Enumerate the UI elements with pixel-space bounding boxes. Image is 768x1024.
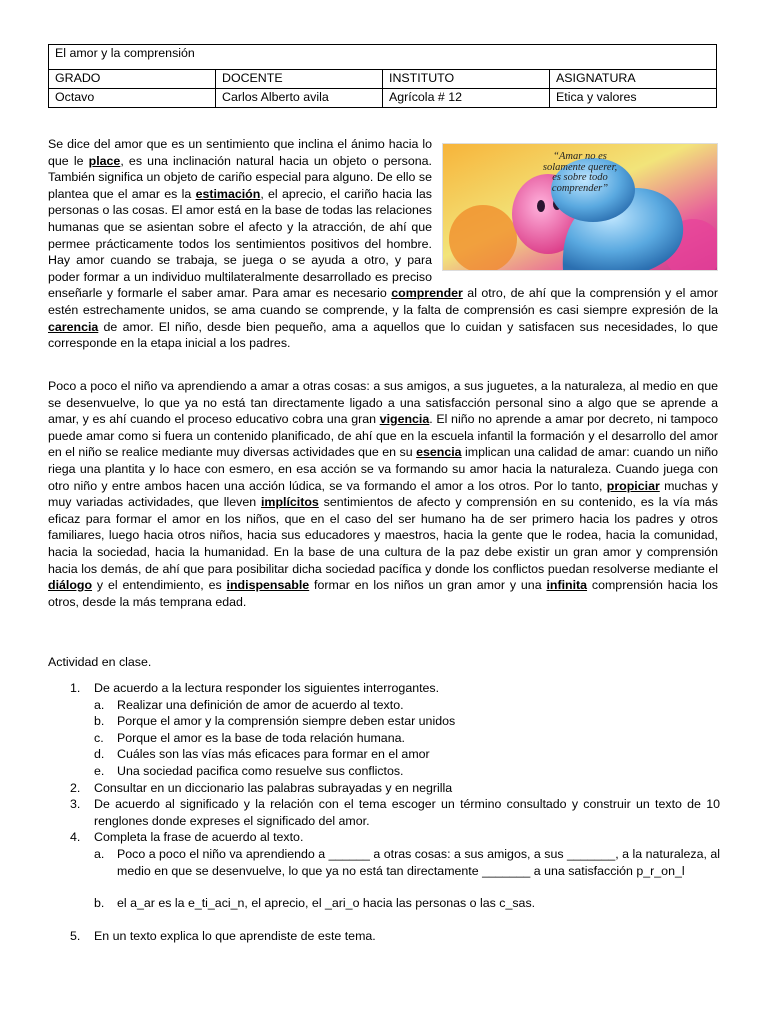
para2-text-3: implican una calidad de amar: cuando un niño riega una plantita y lo hace con esmero, en esa acción se va formando su amor hacia la naturaleza. Cuando juega con otro niño y entre ambos hacen una acción lúdica, se va formando el amor a los otros. Por lo tanto, [48,445,718,493]
label-grado: GRADO [49,70,216,89]
label-asignatura: ASIGNATURA [550,70,717,89]
paragraph-2 [48,378,718,610]
quote-line-4: comprender” [551,182,609,194]
subitem-letter: a. [94,697,105,712]
value-grado: Octavo [49,89,216,108]
activity-item-3 [48,796,720,829]
item-text: En un texto explica lo que aprendiste de este tema. [94,928,376,943]
item-text: Completa la frase de acuerdo al texto. [94,830,304,845]
item-text: Consultar en un diccionario las palabras subrayadas y en negrilla [94,780,453,795]
activity-subitem-4a [48,846,720,879]
item-text: De acuerdo al significado y la relación con el tema escoger un término consultado y construir un texto de 10 renglones donde expreses el significado del amor. [94,797,720,828]
subitem-letter: e. [94,763,105,778]
para1-text-4: al otro, de ahí que la comprensión y el amor estén estrechamente unidos, se ama cuando se comprende, y la falta de comprensión es casi siempre expresión de la [48,286,718,317]
subitem-text: Cuáles son las vías más eficaces para formar en el amor [117,747,430,762]
label-instituto: INSTITUTO [383,70,550,89]
para1-text-5: de amor. El niño, desde bien pequeño, ama a aquellos que lo cuidan y satisfacen sus necesidades, lo que corresponde en la etapa inicial a los padres. [48,319,718,351]
activity-subitem-1a [48,697,720,714]
orange-blob [449,205,517,270]
item-number: 5. [70,928,81,943]
subitem-text: el a_ar es la e_ti_aci_n, el aprecio, el _ari_o hacia las personas o las c_sas. [117,896,536,911]
para1-text-3: , el aprecio, el cariño hacia las personas o las cosas. El amor está en la base de todas las relaciones humanas que se asientan sobre el afecto y la atracción, de ahí que permee prácticamente todos los sentimientos positivos del hombre. Hay amor cuando se trabaja, se juega o se ayuda a otro, y para poder formar a un individuo multilateralmente desarrollado es preciso enseñarle y formarle el saber amar. Para amar es necesario [48,186,432,301]
keyword-dialogo: diálogo [48,578,93,593]
subitem-letter: b. [94,896,105,911]
activity-heading: Actividad en clase. [48,655,152,669]
activity-item-4 [48,829,720,846]
keyword-implicitos: implícitos [260,495,319,510]
label-docente: DOCENTE [216,70,383,89]
subitem-text: Una sociedad pacifica como resuelve sus conflictos. [117,763,404,778]
item-number: 1. [70,681,81,695]
value-docente: Carlos Alberto avila [216,89,383,108]
keyword-propiciar: propiciar [606,478,660,493]
illustration-quote [443,152,717,194]
quote-line-3: es sobre todo [552,172,608,183]
para2-text-6: y el entendimiento, es [92,578,227,593]
keyword-infinita: infinita [546,578,588,593]
activity-item-1 [48,680,720,697]
para2-text-2: . El niño no aprende a amar por decreto, ni tampoco puede amar como si fuera un contenido planificado, de ahí que en la escuela infantil la formación y el desarrollo del amor en el niño se realice mediante muy diversas actividades que en su [48,412,718,460]
keyword-estimacion: estimación [195,186,261,201]
activity-subitem-1e [48,763,720,780]
keyword-esencia: esencia [416,445,462,460]
value-asignatura: Etica y valores [550,89,717,108]
keyword-vigencia: vigencia [379,412,430,427]
subitem-letter: d. [94,747,105,762]
subitem-letter: a. [94,846,105,861]
para1-text-2: , es una inclinación natural hacia un objeto o persona. También significa un objeto de cariño especial para alguno. De ello se plantea que el amar es la [48,153,432,201]
value-instituto: Agrícola # 12 [383,89,550,108]
subitem-text: Porque el amor y la comprensión siempre deben estar unidos [117,714,456,729]
activity-subitem-4b [48,895,720,912]
activity-subitem-1c [48,730,720,747]
subitem-text: Poco a poco el niño va aprendiendo a ______ a otras cosas: a sus amigos, a sus _______, a la naturaleza, al medio en que se desenvuelve, lo que ya no está tan directamente _______ a una satisfacción p_r_on_l [117,846,720,878]
keyword-comprender: comprender [391,286,463,301]
keyword-carencia: carencia [48,319,99,334]
header-table [48,44,717,108]
document-page [48,44,716,108]
para2-text-1: Poco a poco el niño va aprendiendo a amar a otras cosas: a sus amigos, a sus juguetes, a la naturaleza, al medio en que se desenvuelve, lo que ya no está tan directamente ligado a una satisfacción personal sino a algo que se aprende a amar, y es ahí cuando el proceso educativo cobra una gran [48,379,718,427]
para2-text-5: sentimientos de afecto y comprensión en su contenido, es la vía más eficaz para formar el amor en los niños, que en el caso del ser humano ha de ser primero hacia los padres y otros familiares, luego hacia otros niños, hacia sus educadores y maestros, hacia la gente que le rodea, hacia la comunidad, hacia la sociedad, hacia la humanidad. En la base de una cultura de la paz debe existir un gran amor y comprensión hacia los demás, de ahí que para posibilitar dicha sociedad pacífica y donde los conflictos puedan resolverse mediante el [48,495,718,576]
item-number: 3. [70,797,81,812]
keyword-place: place [88,153,121,168]
para1-text-1: Se dice del amor que es un sentimiento que inclina el ánimo hacia lo que le [48,137,432,168]
item-number: 2. [70,780,81,795]
para2-text-8: comprensión hacia los otros, desde la más temprana edad. [48,578,719,609]
activity-list [48,680,720,944]
item-text: De acuerdo a la lectura responder los siguientes interrogantes. [94,681,440,695]
activity-subitem-1d [48,746,720,763]
quote-line-2: solamente querer, [542,161,618,173]
quote-line-1: “Amar no es [553,151,607,162]
activity-subitem-1b [48,713,720,730]
document-title: El amor y la comprensión [49,45,717,70]
para2-text-7: formar en los niños un gran amor y una [309,578,547,593]
subitem-text: Porque el amor es la base de toda relación humana. [117,730,405,745]
subitem-text: Realizar una definición de amor de acuerdo al texto. [117,697,404,712]
activity-item-5 [48,928,720,945]
paragraph-1 [48,136,718,352]
activity-item-2 [48,780,720,797]
subitem-letter: b. [94,714,105,729]
subitem-letter: c. [94,730,104,745]
love-illustration [442,143,718,271]
para2-text-4: muchas y muy variadas actividades, que lleven [48,478,719,510]
pink-eye-left [537,200,545,212]
keyword-indispensable: indispensable [226,578,310,593]
item-number: 4. [70,830,81,845]
